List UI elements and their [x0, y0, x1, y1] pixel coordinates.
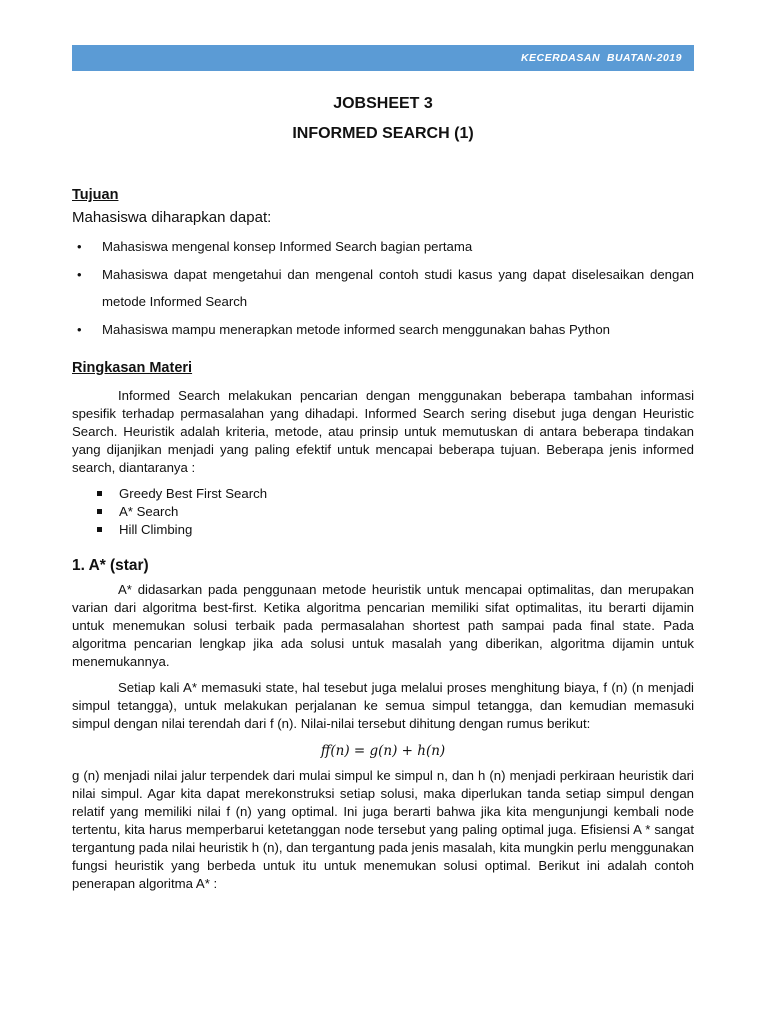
astar-paragraph-1: A* didasarkan pada penggunaan metode heuristik untuk mencapai optimalitas, dan merupakan varian dari algoritma best-first. Ketika algoritma pencarian memiliki sifat optimalitas, itu berarti dijamin untuk menemukan solusi terbaik pada permasalahan shortest path sampai pada final state. Pada algoritma pencarian lengkap jika ada solusi untuk masalah yang diberikan, algoritma dijamin untuk menemukannya.	[72, 582, 694, 669]
list-item: Hill Climbing	[72, 521, 694, 539]
list-item: A* Search	[72, 503, 694, 521]
list-item: • Mahasiswa mampu menerapkan metode informed search menggunakan bahas Python	[72, 316, 694, 344]
header-label: KECERDASAN BUATAN-2019	[520, 52, 682, 64]
square-bullet-icon	[97, 509, 102, 514]
document-title: JOBSHEET 3	[333, 95, 433, 112]
tujuan-list	[72, 233, 694, 343]
ringkasan-paragraph: Informed Search melakukan pencarian dengan menggunakan beberapa tambahan informasi spesifik terhadap permasalahan yang dihadapi. Informed Search sering disebut juga dengan Heuristic Search. Heuristik adalah kriteria, metode, atau prinsip untuk memutuskan di antara beberapa tindakan yang dijanjikan menjadi yang paling efektif untuk mencapai beberapa tujuan. Beberapa jenis informed search, diantaranya :	[72, 388, 694, 475]
square-bullet-icon	[97, 527, 102, 532]
header-bar	[72, 45, 694, 71]
informed-search-types-list	[72, 485, 694, 539]
document-subtitle: INFORMED SEARCH (1)	[292, 125, 474, 142]
astar-paragraph-2: Setiap kali A* memasuki state, hal tesebut juga melalui proses menghitung biaya, f (n) (n menjadi simpul tetangga), untuk melakukan perjalanan ke semua simpul tetangga, dan kemudian memasuki simpul dengan nilai terendah dari f (n). Nilai-nilai tersebut dihitung dengan rumus berikut:	[72, 680, 694, 731]
bullet-icon: •	[77, 321, 82, 337]
formula: ff(n) = g(n) + h(n)	[320, 743, 446, 759]
document-page	[72, 92, 694, 893]
bullet-icon: •	[77, 266, 82, 282]
list-item: • Mahasiswa dapat mengetahui dan mengenal contoh studi kasus yang dapat diselesaikan dengan metode Informed Search	[72, 261, 694, 316]
bullet-icon: •	[77, 239, 82, 254]
astar-paragraph-3: g (n) menjadi nilai jalur terpendek dari mulai simpul ke simpul n, dan h (n) menjadi perkiraan heuristik dari nilai simpul. Agar kita dapat merekonstruksi setiap solusi, maka diperlukan tanda setiap simpul dengan relatif yang memiliki nilai f (n) yang optimal. Ini juga berarti bahwa jika kita mengunjungi kembali node tertentu, kita harus memperbarui ketetanggan node tersebut yang paling optimal juga. Efisiensi A * sangat tergantung pada nilai heuristik h (n), dan tergantung pada jenis masalah, kita mungkin perlu menggunakan fungsi heuristik yang berbeda untuk itu untuk menemukan solusi optimal. Berikut ini adalah contoh penerapan algoritma A* :	[72, 768, 694, 891]
tujuan-intro: Mahasiswa diharapkan dapat:	[72, 209, 272, 226]
list-item: Greedy Best First Search	[72, 485, 694, 503]
square-bullet-icon	[97, 491, 102, 496]
astar-heading: 1. A* (star)	[72, 557, 149, 574]
tujuan-heading: Tujuan	[72, 187, 119, 203]
ringkasan-heading: Ringkasan Materi	[72, 360, 193, 376]
list-item: • Mahasiswa mengenal konsep Informed Search bagian pertama	[72, 233, 694, 261]
